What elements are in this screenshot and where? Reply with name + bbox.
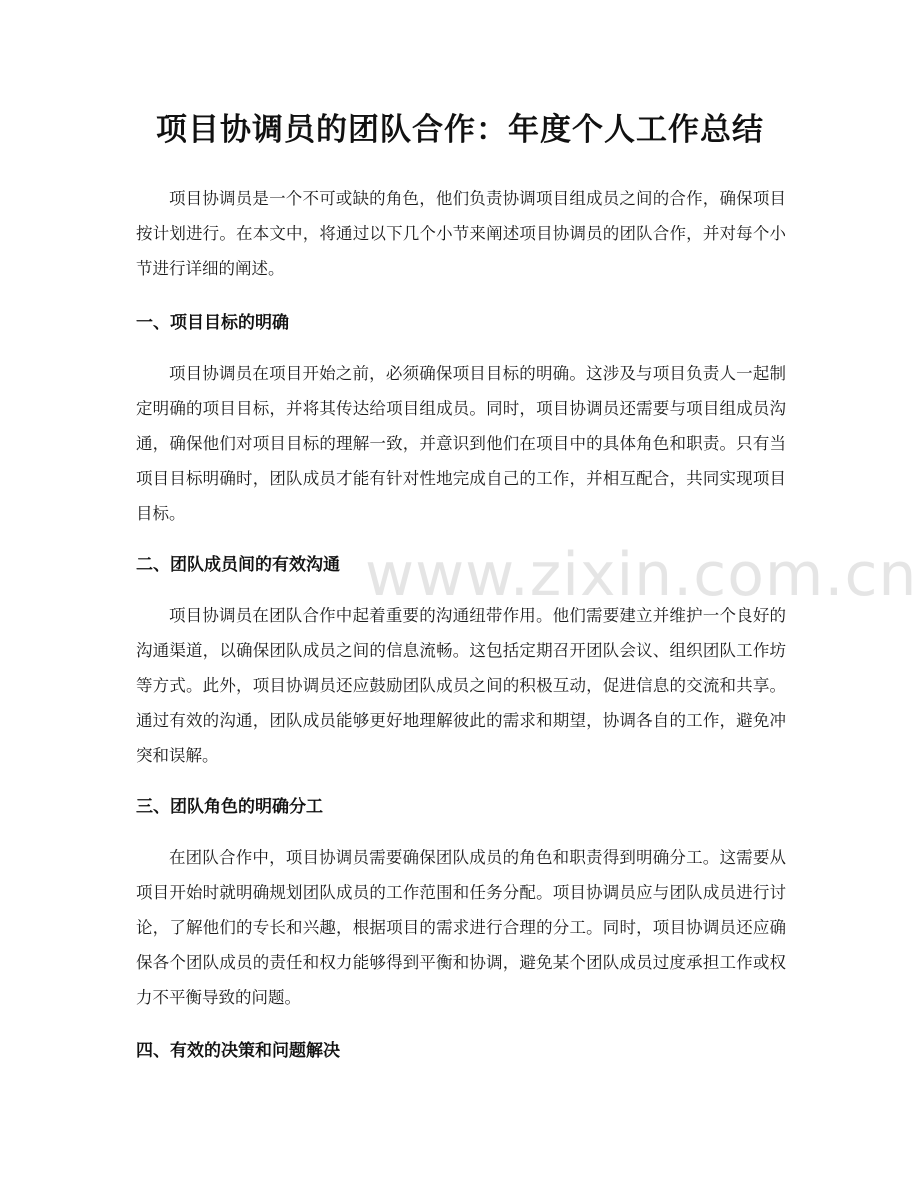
section-3-heading: 三、团队角色的明确分工 bbox=[136, 797, 323, 817]
intro-paragraph: 项目协调员是一个不可或缺的角色，他们负责协调项目组成员之间的合作，确保项目按计划进行。在本文中，将通过以下几个小节来阐述项目协调员的团队合作，并对每个小节进行详细的阐述。 bbox=[136, 189, 786, 278]
document-title: 项目协调员的团队合作：年度个人工作总结 bbox=[156, 112, 764, 148]
watermark: www.zixin.com.cn bbox=[365, 540, 918, 610]
section-1-heading: 一、项目目标的明确 bbox=[136, 313, 289, 333]
section-2-heading: 二、团队成员间的有效沟通 bbox=[136, 555, 340, 575]
section-1-body: 项目协调员在项目开始之前，必须确保项目目标的明确。这涉及与项目负责人一起制定明确的项目目标，并将其传达给项目组成员。同时，项目协调员还需要与项目组成员沟通，确保他们对项目目标的理解一致，并意识到他们在项目中的具体角色和职责。只有当项目目标明确时，团队成员才能有针对性地完成自己的工作，并相互配合，共同实现项目目标。 bbox=[136, 364, 786, 523]
section-3-body: 在团队合作中，项目协调员需要确保团队成员的角色和职责得到明确分工。这需要从项目开始时就明确规划团队成员的工作范围和任务分配。项目协调员应与团队成员进行讨论，了解他们的专长和兴趣，根据项目的需求进行合理的分工。同时，项目协调员还应确保各个团队成员的责任和权力能够得到平衡和协调，避免某个团队成员过度承担工作或权力不平衡导致的问题。 bbox=[136, 848, 786, 1007]
section-2-body: 项目协调员在团队合作中起着重要的沟通纽带作用。他们需要建立并维护一个良好的沟通渠道，以确保团队成员之间的信息流畅。这包括定期召开团队会议、组织团队工作坊等方式。此外，项目协调员还应鼓励团队成员之间的积极互动，促进信息的交流和共享。通过有效的沟通，团队成员能够更好地理解彼此的需求和期望，协调各自的工作，避免冲突和误解。 bbox=[136, 606, 786, 765]
section-4-heading: 四、有效的决策和问题解决 bbox=[136, 1041, 340, 1061]
